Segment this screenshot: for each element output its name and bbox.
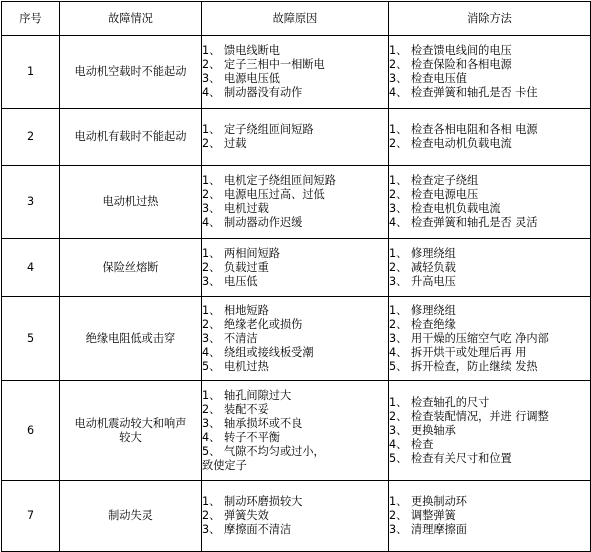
fix-item: 4、 检查弹簧和轴孔是否 灵活 xyxy=(389,216,538,229)
cause-item: 1、 相地短路 xyxy=(202,303,269,317)
fix-item: 3、 检查电压值 xyxy=(389,72,467,85)
fix-item: 2、 检查装配情况，并进 行调整 xyxy=(389,409,549,423)
cause-item: 3、 电压低 xyxy=(202,274,258,288)
cause-item: 2、 装配不妥 xyxy=(202,402,269,416)
cause-item: 5、 气隙不均匀或过小， xyxy=(202,444,325,458)
cause-item: 2、 定子三相中一相断电 xyxy=(202,58,325,71)
cause-item: 4、 制动器没有动作 xyxy=(202,86,303,99)
cause-item: 4、 转子不平衡 xyxy=(202,430,280,444)
cause-item: 3、 电源电压低 xyxy=(202,72,280,85)
fault-causes xyxy=(202,239,389,297)
cause-item: 1、 电机定子绕组匝间短路 xyxy=(202,174,336,187)
fault-symptom: 保险丝熔断 xyxy=(60,239,202,297)
fix-item: 3、 用干燥的压缩空气吃 净内部 xyxy=(389,331,549,345)
fix-item: 3、 升高电压 xyxy=(389,274,456,288)
fix-methods xyxy=(389,239,591,297)
fix-item: 2、 检查电动机负载电流 xyxy=(389,137,512,150)
fix-item: 3、 清理摩擦面 xyxy=(389,523,467,536)
fix-item: 2、 检查绝缘 xyxy=(389,317,456,331)
fix-item: 2、 检查保险和各相电源 xyxy=(389,58,512,71)
cause-item: 2、 负载过重 xyxy=(202,260,269,274)
symptom-line: 电动机震动较大和响声 xyxy=(74,416,187,430)
fix-item: 3、 检查电机负载电流 xyxy=(389,202,501,215)
table-row xyxy=(2,481,591,552)
table-row xyxy=(2,36,591,109)
fault-symptom xyxy=(60,381,202,481)
fix-item: 1、 检查定子绕组 xyxy=(389,174,479,187)
fix-item: 1、 更换制动环 xyxy=(389,495,467,508)
fix-methods xyxy=(389,166,591,239)
fix-item: 1、 检查各相电阻和各相 电源 xyxy=(389,123,538,136)
cause-item: 3、 摩擦面不清洁 xyxy=(202,523,292,536)
fault-symptom: 绝缘电阻低或击穿 xyxy=(60,297,202,381)
fault-causes xyxy=(202,297,389,381)
header-row xyxy=(2,2,591,36)
fix-item: 1、 修理绕组 xyxy=(389,303,456,317)
fault-symptom: 电动机有载时不能起动 xyxy=(60,109,202,166)
row-number: 5 xyxy=(2,297,60,381)
cause-item: 4、 制动器动作迟缓 xyxy=(202,216,303,229)
fix-methods xyxy=(389,481,591,552)
fix-methods xyxy=(389,297,591,381)
cause-item: 3、 电机过载 xyxy=(202,202,269,215)
fix-item: 5、 拆开检查，防止继续 发热 xyxy=(389,359,538,373)
header-symptom: 故障情况 xyxy=(60,2,202,36)
cause-item: 2、 弹簧失效 xyxy=(202,509,269,522)
table-row xyxy=(2,109,591,166)
fix-item: 4、 检查 xyxy=(389,437,434,451)
fix-methods xyxy=(389,109,591,166)
header-cause: 故障原因 xyxy=(202,2,389,36)
fault-symptom: 电动机过热 xyxy=(60,166,202,239)
symptom-line: 较大 xyxy=(119,430,142,444)
cause-item: 3、 不清洁 xyxy=(202,331,258,345)
fault-causes xyxy=(202,166,389,239)
fix-item: 5、 检查有关尺寸和位置 xyxy=(389,451,512,465)
cause-item: 1、 两相间短路 xyxy=(202,246,280,260)
header-fix: 消除方法 xyxy=(389,2,591,36)
table-row xyxy=(2,239,591,297)
table-row xyxy=(2,297,591,381)
fix-methods xyxy=(389,36,591,109)
fault-symptom: 电动机空载时不能起动 xyxy=(60,36,202,109)
fix-item: 1、 检查馈电线间的电压 xyxy=(389,44,512,57)
cause-item: 1、 制动环磨损较大 xyxy=(202,495,303,508)
fault-symptom: 制动失灵 xyxy=(60,481,202,552)
header-no: 序号 xyxy=(2,2,60,36)
fault-causes xyxy=(202,109,389,166)
cause-item: 1、 轴孔间隙过大 xyxy=(202,388,292,402)
cause-item: 2、 电源电压过高、过低 xyxy=(202,188,325,201)
row-number: 4 xyxy=(2,239,60,297)
row-number: 3 xyxy=(2,166,60,239)
cause-item: 2、 过载 xyxy=(202,137,247,150)
table-row xyxy=(2,166,591,239)
fix-item: 4、 检查弹簧和轴孔是否 卡住 xyxy=(389,86,538,99)
fix-methods xyxy=(389,381,591,481)
row-number: 6 xyxy=(2,381,60,481)
fix-item: 4、 拆开烘干或处理后再 用 xyxy=(389,345,527,359)
fault-causes xyxy=(202,381,389,481)
fix-item: 2、 检查电源电压 xyxy=(389,188,479,201)
row-number: 1 xyxy=(2,36,60,109)
table-row xyxy=(2,381,591,481)
fix-item: 1、 检查轴孔的尺寸 xyxy=(389,395,490,409)
fault-causes xyxy=(202,36,389,109)
cause-item: 1、 馈电线断电 xyxy=(202,44,280,57)
fault-causes xyxy=(202,481,389,552)
row-number: 2 xyxy=(2,109,60,166)
fix-item: 3、 更换轴承 xyxy=(389,423,456,437)
fault-table xyxy=(1,1,591,552)
row-number: 7 xyxy=(2,481,60,552)
cause-item: 1、 定子绕组匝间短路 xyxy=(202,123,314,136)
fix-item: 1、 修理绕组 xyxy=(389,246,456,260)
fix-item: 2、 减轻负载 xyxy=(389,260,456,274)
cause-item: 3、 轴承损坏或不良 xyxy=(202,416,303,430)
cause-item: 2、 绝缘老化或损伤 xyxy=(202,317,303,331)
cause-item-continuation: 致使定子 xyxy=(202,458,247,472)
fix-item: 2、 调整弹簧 xyxy=(389,509,456,522)
cause-item: 5、 电机过热 xyxy=(202,359,269,373)
cause-item: 4、 绕组或接线板受潮 xyxy=(202,345,314,359)
